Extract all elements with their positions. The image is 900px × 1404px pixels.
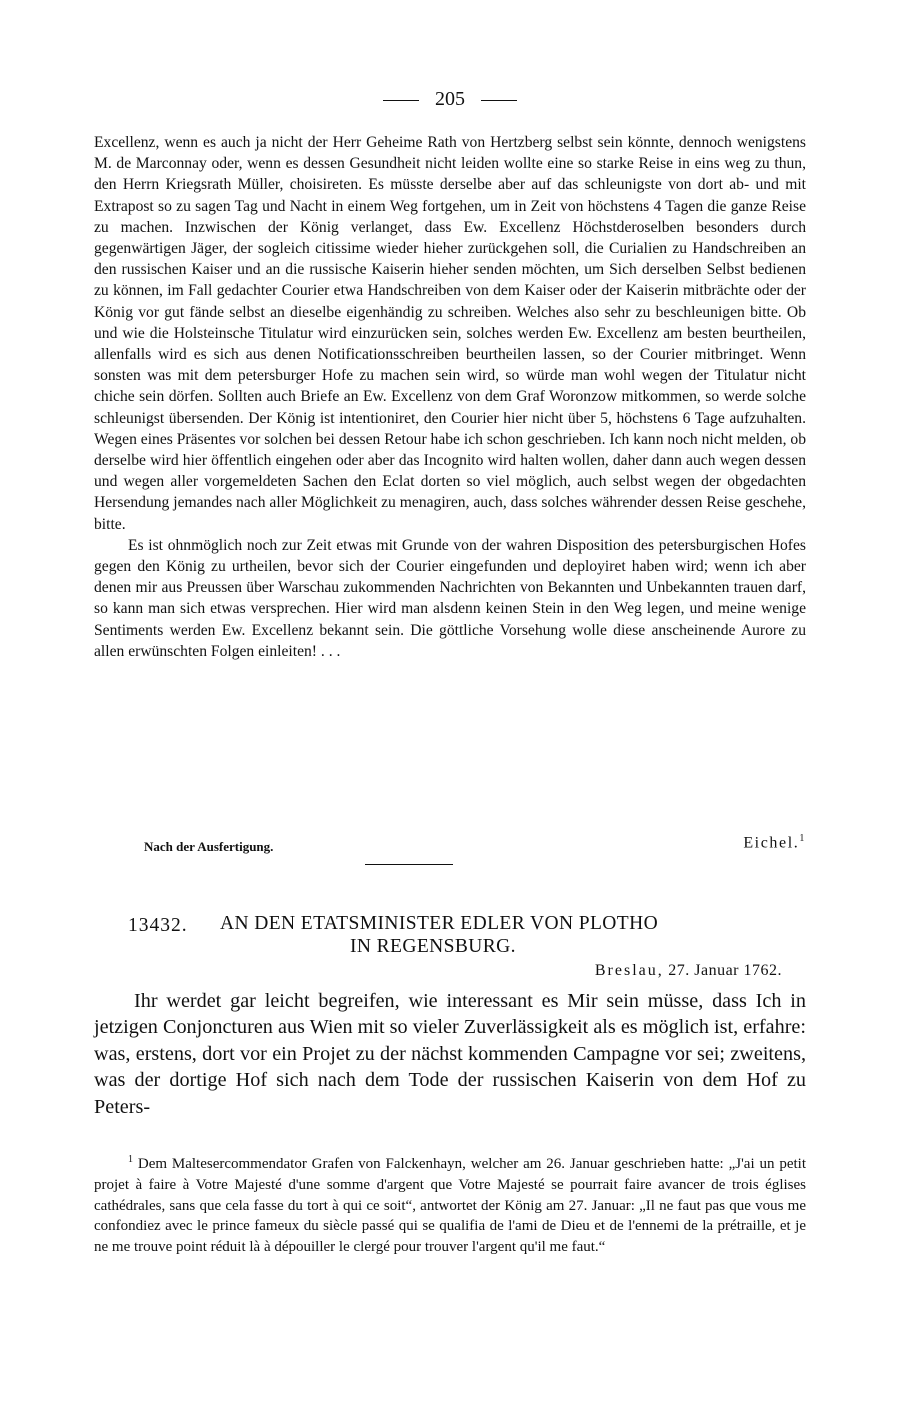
document-number: 13432. [128, 915, 188, 936]
source-note: Nach der Ausfertigung. [144, 839, 274, 854]
closing-row [94, 833, 806, 857]
dateline [595, 962, 782, 980]
signature [743, 833, 806, 852]
dateline-place: Breslau, [594, 962, 664, 979]
page-number-dash-left [383, 100, 419, 101]
page-number [0, 88, 900, 111]
signature-name: Eichel. [743, 834, 800, 852]
footnote-mark: 1 [128, 1154, 133, 1165]
previous-document-text [94, 132, 806, 662]
paragraph: Es ist ohnmöglich noch zur Zeit etwas mit Grunde von der wahren Disposition des petersburgischen Hofes gegen den König zu urtheilen, bevor sich der Courier eingefunden und deployiret haben wird; wenn ich aber denen mir aus Preussen über Warschau zukommenden Nachrichten von Bekannten und Unbekannten trauen darf, so kann man sich etwas versprechen. Hier wird man alsdenn keinen Stein in den Weg legen, und meine wenige Sentiments werden Ew. Excellenz bekannt sein. Die göttliche Vorsehung wolle diese anscheinende Aurore zu allen erwünschten Folgen einleiten! . . . [94, 536, 806, 660]
paragraph-continued: Excellenz, wenn es auch ja nicht der Herr Geheime Rath von Hertzberg selbst sein könnte, dennoch wenigstens M. de Marconnay oder, wenn es dessen Gesundheit nicht leiden wollte eine so starke Reise in eins weg zu thun, den Herrn Kriegsrath Müller, choisireten. Es müsste derselbe aber auf das schleunigste von dort ab- und mit Extrapost so zu sagen Tag und Nacht in einem Weg fortgehen, um in Zeit von höchstens 4 Tagen die ganze Reise zu machen. Inzwischen der König verlanget, dass Ew. Excellenz Höchstderoselben besonders durch gegenwärtigen Jäger, der sogleich citissime wieder hieher zurückgehen soll, die Curialien zu Handschreiben an den russischen Kaiser und an die russische Kaiserin hieher senden möchten, um Sich derselben Selbst bedienen zu können, im Fall gedachter Courier etwa Handschreiben von dem Kaiser oder der Kaiserin mitbrächte oder der König vor gut fände selbst an dieselbe eigenhändig zu schreiben. Welches also sehr zu beschleunigen bitte. Ob und wie die Holsteinsche Titulatur wird einzurücken sein, solches werden Ew. Excellenz am besten beurtheilen, allenfalls wird es sich aus denen Notificationsschreiben beurtheilen lassen, so der Courier mitbringet. Wenn sonsten was mit dem petersburger Hofe zu machen sein wird, so würde man wohl wegen der Titulatur nicht chiche sein dörfen. Sollten auch Briefe an Ew. Excellenz von dem Graf Woronzow mitkommen, so werde solche schleunigst übersenden. Der König ist intentioniret, den Courier hier nicht über 5, höchstens 6 Tage aufzuhalten. Wegen eines Präsentes vor solchen bei dessen Retour habe ich schon geschrieben. Ich kann noch nicht melden, ob derselbe wird hier öffentlich eingehen oder aber das Incognito wird halten wollen, daher dann auch wegen dessen und wegen aller vorgemeldeten Sachen den Eclat dorten so viel möglich, auch selbst wegen der obgedachten Hersendung jemandes nach aller Möglichkeit zu menagiren, auch, dass solches währender dessen Reise geschehe, bitte. [94, 134, 806, 533]
footnote [94, 1150, 806, 1258]
footnote-text: Dem Maltesercommendator Grafen von Falckenhayn, welcher am 26. Januar geschrieben hatte: „J'ai un petit projet à faire à Votre Majesté d'une somme d'argent que Votre Majesté se pourrait faire avancer de trois églises cathédrales, sans que cela fasse du tort à qui ce soit“, antwortet der König am 27. Januar: „Il ne faut pas que vous me confondiez avec le prince fameux du siècle passé qui se qualifia de l'ami de Dieu et de l'ennemi de la prétraille, et je ne me trouve point réduit là à dépouiller le clergé pour trouver l'argent qu'il me faut.“ [94, 1156, 806, 1256]
letter-paragraph: Ihr werdet gar leicht begreifen, wie interessant es Mir sein müsse, dass Ich in jetzigen Conjoncturen aus Wien mit so vieler Zuverlässigkeit als es möglich ist, erfahre: was, erstens, dort vor ein Projet zu der nächst kommenden Campagne vor sei; zweitens, was der dortige Hof sich nach dem Tode der russischen Kaiserin von dem Hof zu Peters- [94, 990, 806, 1118]
document-title: AN DEN ETATSMINISTER EDLER VON PLOTHO [220, 913, 659, 934]
page-number-value: 205 [435, 88, 465, 110]
page-number-dash-right [481, 100, 517, 101]
letter-body [94, 988, 806, 1120]
footnote-paragraph [94, 1150, 806, 1258]
section-divider [365, 864, 453, 865]
footnote-reference: 1 [799, 833, 806, 844]
document-title-continued: IN REGENSBURG. [350, 936, 516, 957]
dateline-date: 27. Januar 1762. [668, 962, 782, 979]
